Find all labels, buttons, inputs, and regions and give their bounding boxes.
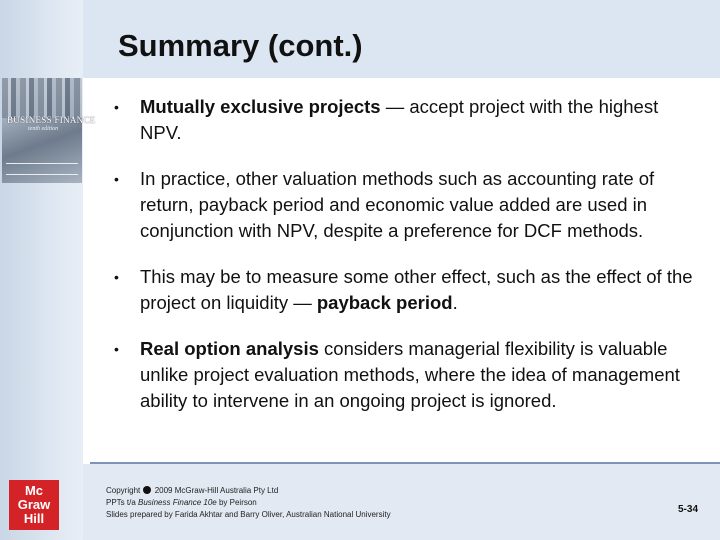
cover-title: BUSINESS FINANCE: [7, 115, 96, 125]
bullet-text: — accept project with the highest NPV.: [140, 96, 659, 143]
copyright-icon: [143, 486, 151, 494]
cover-skyline: [2, 78, 82, 118]
cover-author-strip: [6, 163, 78, 175]
bullet-list: [110, 94, 695, 434]
bullet-bold: Mutually exclusive projects: [140, 96, 381, 117]
logo-line: Mc: [24, 483, 44, 498]
footer-credits: [106, 485, 391, 521]
book-cover-image: [2, 78, 96, 183]
copyright-prefix: Copyright: [106, 486, 143, 495]
cover-edition: tenth edition: [28, 126, 59, 132]
bullet-text-end: .: [452, 292, 458, 313]
bullet-dot: •: [114, 171, 119, 187]
footer-copyright: [106, 485, 391, 497]
bullet-text: In practice, other valuation methods such as accounting rate of return, payback period and economic value added are used in conjunction with NPV, despite a preference for DCF methods.: [140, 168, 655, 241]
bullet-bold-end: payback period: [316, 292, 453, 313]
bullet-item: [110, 264, 695, 316]
logo-line: Hill: [23, 511, 45, 526]
slide-title: Summary (cont.): [118, 28, 363, 63]
bullet-item: [110, 166, 695, 244]
bullet-item: [110, 336, 695, 414]
footer-slides-by: Slides prepared by Farida Akhtar and Barry Oliver, Australian National University: [106, 510, 391, 519]
bullet-dot: •: [114, 269, 119, 285]
bullet-item: [110, 94, 695, 146]
bullet-dot: •: [114, 341, 119, 357]
ppts-book-title: Business Finance 10e: [138, 498, 217, 507]
page-number: 5-34: [678, 504, 699, 515]
bullet-dot: •: [114, 99, 119, 115]
bullet-text: considers managerial flexibility is valuable unlike project evaluation methods, where the idea of management ability to intervene in an ongoing project is ignored.: [140, 338, 680, 411]
footer-divider: [90, 462, 720, 464]
footer-ppts: [106, 497, 391, 509]
ppts-prefix: PPTs t/a: [106, 498, 139, 507]
copyright-text: 2009 McGraw-Hill Australia Pty Ltd: [152, 486, 279, 495]
bullet-text: This may be to measure some other effect, such as the effect of the project on liquidity —: [140, 266, 693, 313]
ppts-author: by Peirson: [216, 498, 257, 507]
logo-line: Graw: [17, 497, 51, 512]
bullet-bold: Real option analysis: [140, 338, 319, 359]
mcgraw-hill-logo: [9, 480, 59, 530]
